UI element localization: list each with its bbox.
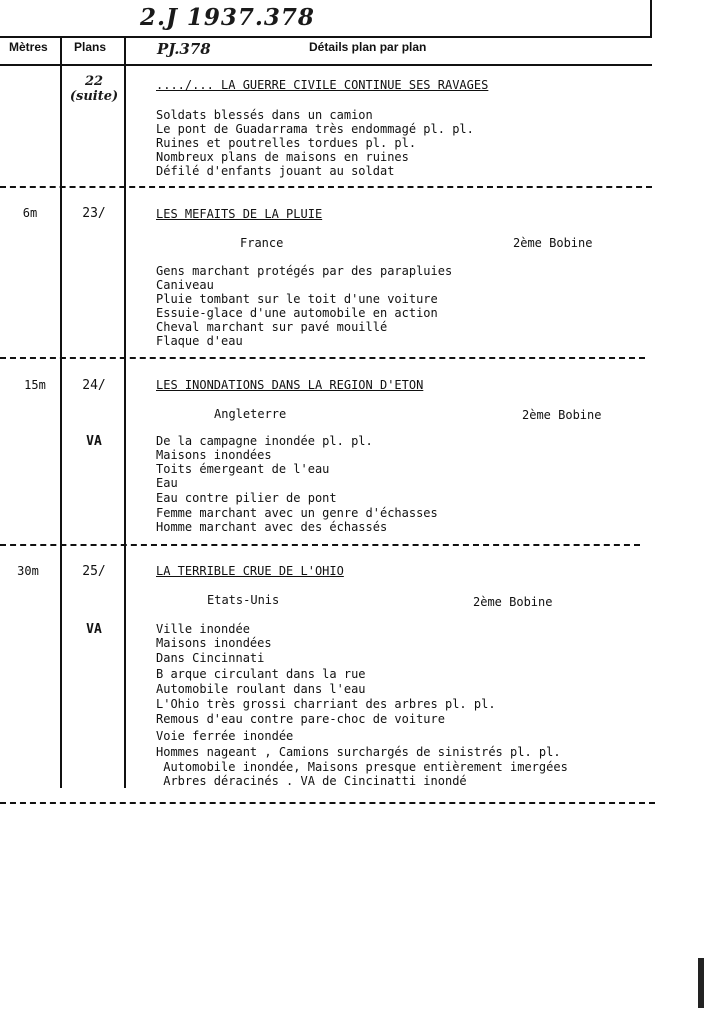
section-title: LA TERRIBLE CRUE DE L'OHIO	[156, 564, 344, 578]
shot-line: Hommes nageant , Camions surchargés de sinistrés pl. pl.	[156, 745, 561, 759]
plan-number: 23/	[82, 206, 106, 221]
shot-line: Remous d'eau contre pare-choc de voiture	[156, 712, 445, 726]
shot-line: Ville inondée	[156, 622, 250, 636]
shot-line: Flaque d'eau	[156, 334, 243, 348]
shot-line: Maisons inondées	[156, 636, 272, 650]
section-divider	[0, 802, 655, 804]
bobine: 2ème Bobine	[513, 236, 593, 250]
location: Etats-Unis	[207, 593, 280, 607]
shot-line: Femme marchant avec un genre d'échasses	[156, 506, 438, 520]
metres-value: 15m	[24, 378, 46, 392]
shot-line: Arbres déracinés . VA de Cincinatti inondé	[156, 774, 467, 788]
shot-line: Voie ferrée inondée	[156, 729, 294, 743]
shot-line: Eau contre pilier de pont	[156, 491, 337, 505]
shot-line: Gens marchant protégés par des parapluies	[156, 264, 453, 278]
header-plans: Plans	[74, 40, 107, 54]
shot-line: Essuie-glace d'une automobile en action	[156, 306, 438, 320]
shot-line: Eau	[156, 476, 178, 490]
shot-line: Dans Cincinnati	[156, 651, 265, 665]
metres-value: 6m	[22, 206, 38, 220]
section-title: ..../... LA GUERRE CIVILE CONTINUE SES RAVAGES	[156, 78, 489, 92]
page-edge-rule	[650, 0, 652, 36]
section-divider	[0, 357, 645, 359]
handwritten-reference: 2.J 1937.378	[140, 4, 315, 31]
plan-number: 22 (suite)	[69, 74, 119, 104]
shot-line: Automobile inondée, Maisons presque entièrement imergées	[156, 760, 568, 774]
shot-line: Pluie tombant sur le toit d'une voiture	[156, 292, 438, 306]
column-divider-2	[124, 36, 126, 788]
bobine: 2ème Bobine	[522, 408, 602, 422]
location: France	[240, 236, 284, 250]
location: Angleterre	[214, 407, 287, 421]
shot-line: Toits émergeant de l'eau	[156, 462, 330, 476]
shot-line: Le pont de Guadarrama très endommagé pl. pl.	[156, 122, 474, 136]
header-top-rule	[0, 36, 652, 38]
section-title: LES INONDATIONS DANS LA REGION D'ETON	[156, 378, 424, 392]
header-metres: Mètres	[9, 40, 48, 54]
va-marker: VA	[86, 622, 102, 637]
va-marker: VA	[86, 434, 102, 449]
shot-line: Caniveau	[156, 278, 214, 292]
shot-line: Homme marchant avec des échassés	[156, 520, 388, 534]
shot-line: L'Ohio très grossi charriant des arbres pl. pl.	[156, 697, 496, 711]
shot-line: Cheval marchant sur pavé mouillé	[156, 320, 388, 334]
metres-value: 30m	[17, 564, 39, 578]
section-divider	[0, 186, 652, 188]
shot-line: B arque circulant dans la rue	[156, 667, 366, 681]
shot-line: Ruines et poutrelles tordues pl. pl.	[156, 136, 417, 150]
section-divider	[0, 544, 640, 546]
bobine: 2ème Bobine	[473, 595, 553, 609]
header-plan-ref: PJ.378	[157, 40, 211, 58]
shot-line: Maisons inondées	[156, 448, 272, 462]
header-bottom-rule	[0, 64, 652, 66]
plan-number: 25/	[82, 564, 106, 579]
shot-line: Défilé d'enfants jouant au soldat	[156, 164, 395, 178]
shot-line: Soldats blessés dans un camion	[156, 108, 373, 122]
shot-line: Automobile roulant dans l'eau	[156, 682, 366, 696]
plan-number: 24/	[82, 378, 106, 393]
header-details: Détails plan par plan	[309, 40, 427, 54]
shot-line: Nombreux plans de maisons en ruines	[156, 150, 409, 164]
scan-edge-mark	[698, 958, 704, 1008]
section-title: LES MEFAITS DE LA PLUIE	[156, 207, 323, 221]
column-divider-1	[60, 36, 62, 788]
shot-line: De la campagne inondée pl. pl.	[156, 434, 373, 448]
